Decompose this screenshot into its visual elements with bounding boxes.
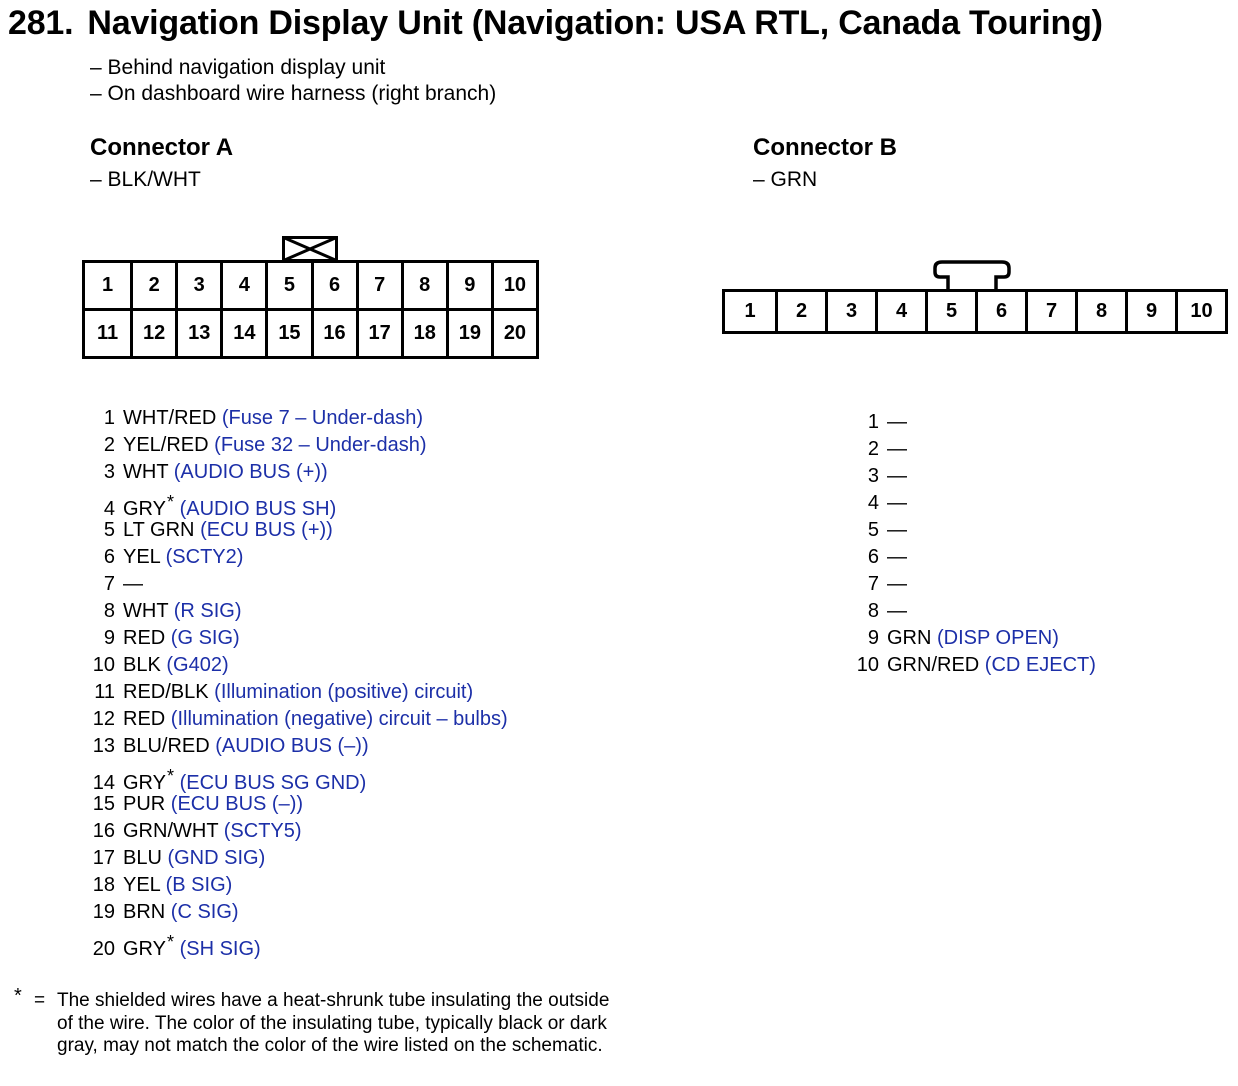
connector_a-pin-row: [88, 845, 265, 872]
connector_b-pin-row: [852, 544, 907, 571]
pin-number: 17: [92, 847, 115, 869]
pin-number: 14: [92, 772, 115, 794]
connector_a-pin-row: [88, 706, 508, 733]
pin-number: 9: [867, 627, 879, 649]
connector-a-cell: 2: [130, 263, 175, 308]
wire-color: GRY: [123, 938, 166, 960]
connector_b-pin-row: [852, 517, 907, 544]
connector-b-cell: 7: [1025, 292, 1075, 331]
wire-color: RED: [123, 708, 166, 730]
connector-a-cell: 8: [401, 263, 446, 308]
connector_a-pin-row: [88, 679, 473, 706]
connector-a-cell: 1: [101, 274, 114, 296]
connector_a-pin-row: [88, 791, 303, 818]
pin-number: 5: [867, 519, 879, 541]
connector_a-pin-row: [88, 763, 367, 794]
connector-a-cell: 18: [401, 311, 446, 356]
connector-a-title: Connector A: [90, 134, 234, 161]
connector-b-cell: 3: [825, 292, 875, 331]
connector-a-cell: 19: [446, 311, 491, 356]
wire-color: —: [887, 465, 907, 487]
connector-b-title: Connector B: [753, 134, 897, 161]
wire-color: GRY: [123, 772, 166, 794]
wire-color: —: [887, 600, 907, 622]
pin-number: 7: [867, 573, 879, 595]
pin-number: 13: [92, 735, 115, 757]
connector-a-cell: 3: [175, 263, 220, 308]
pin-description: (AUDIO BUS SH): [179, 498, 337, 520]
pin-description: (Illumination (positive) circuit): [214, 681, 474, 703]
pin-description: (Fuse 32 – Under-dash): [214, 434, 427, 456]
pin-number: 1: [867, 411, 879, 433]
wire-color: PUR: [123, 793, 166, 815]
pin-number: 10: [92, 654, 115, 676]
connector-b-cell: 10: [1175, 292, 1225, 331]
connector-b-cell: 5: [925, 292, 975, 331]
wire-color: LT GRN: [123, 519, 195, 541]
connector-a-cell: 14: [220, 311, 265, 356]
pin-number: 6: [103, 546, 115, 568]
pin-number: 20: [92, 938, 115, 960]
connector-a-cell: 15: [265, 311, 310, 356]
wire-color: RED: [123, 627, 166, 649]
pin-description: (ECU BUS (–)): [170, 793, 304, 815]
wire-color: —: [887, 492, 907, 514]
pin-number: 4: [103, 498, 115, 520]
shield-star: *: [166, 932, 174, 952]
shield-star: *: [166, 766, 174, 786]
wire-color: BRN: [123, 901, 166, 923]
connector_a-pin-row: [88, 489, 337, 520]
wire-color: BLK: [123, 654, 161, 676]
connector_a-pin-row: [88, 899, 239, 926]
connector-a-cell: 11: [96, 322, 119, 344]
connector_a-pin-row: [88, 459, 328, 486]
connector-a-face: [82, 260, 539, 359]
pin-description: (ECU BUS SG GND): [179, 772, 367, 794]
pin-number: 3: [103, 461, 115, 483]
pin-number: 10: [856, 654, 879, 676]
wire-color: WHT/RED: [123, 407, 217, 429]
wire-color: GRN: [887, 627, 932, 649]
wire-color: GRY: [123, 498, 166, 520]
connector_b-pin-row: [852, 436, 907, 463]
pin-description: (C SIG): [170, 901, 239, 923]
footnote-equals: =: [34, 990, 46, 1011]
connector-b-cell: 9: [1125, 292, 1175, 331]
connector_b-pin-row: [852, 652, 1096, 679]
wire-color: RED/BLK: [123, 681, 209, 703]
wire-color: —: [887, 411, 907, 433]
page-title-text: Navigation Display Unit (Navigation: USA RTL, Canada Touring): [87, 4, 1103, 42]
connector-a-color: – BLK/WHT: [90, 168, 201, 191]
connector_a-pin-row: [88, 598, 242, 625]
pin-description: (B SIG): [165, 874, 233, 896]
connector-b-cell: 6: [975, 292, 1025, 331]
footnote-star: *: [14, 985, 22, 1007]
pin-number: 7: [103, 573, 115, 595]
location-line-2: – On dashboard wire harness (right branch): [90, 82, 497, 105]
pin-number: 16: [92, 820, 115, 842]
connector-a-cell: 4: [220, 263, 265, 308]
wire-color: WHT: [123, 461, 169, 483]
pin-description: (Fuse 7 – Under-dash): [221, 407, 424, 429]
connector-b-cell: 2: [775, 292, 825, 331]
wire-color: YEL: [123, 874, 161, 896]
pin-number: 9: [103, 627, 115, 649]
pin-description: (SCTY5): [223, 820, 302, 842]
pin-description: (G402): [166, 654, 229, 676]
footnote-text: The shielded wires have a heat-shrunk tube insulating the outside of the wire. The color of the insulating tube, typically black or dark gray, may not match the color of the wire listed on the schematic.: [57, 990, 610, 1056]
wire-color: BLU/RED: [123, 735, 210, 757]
pin-description: (CD EJECT): [984, 654, 1096, 676]
connector_b-pin-row: [852, 625, 1059, 652]
connector_b-pin-row: [852, 463, 907, 490]
connector_b-pin-row: [852, 598, 907, 625]
connector_a-pin-row: [88, 432, 426, 459]
wire-color: —: [887, 519, 907, 541]
connector_b-pin-row: [852, 490, 907, 517]
connector-b-face: [722, 289, 1228, 334]
pin-number: 19: [92, 901, 115, 923]
pin-number: 8: [103, 600, 115, 622]
page-title: [8, 4, 1103, 43]
pin-number: 4: [867, 492, 879, 514]
pin-description: (SH SIG): [179, 938, 261, 960]
pin-number: 3: [867, 465, 879, 487]
wire-color: —: [887, 546, 907, 568]
connector_a-pin-row: [88, 818, 302, 845]
pin-description: (Illumination (negative) circuit – bulbs): [170, 708, 508, 730]
connector_a-pin-row: [88, 405, 423, 432]
pin-number: 18: [92, 874, 115, 896]
pin-description: (G SIG): [170, 627, 240, 649]
connector_a-pin-row: [88, 652, 229, 679]
pin-description: (SCTY2): [165, 546, 244, 568]
connector_a-pin-row: [88, 625, 240, 652]
connector_b-pin-row: [852, 571, 907, 598]
connector_a-pin-row: [88, 733, 369, 760]
wire-color: BLU: [123, 847, 162, 869]
connector-a-cell: 10: [491, 263, 536, 308]
pin-description: (AUDIO BUS (+)): [173, 461, 328, 483]
pin-description: (DISP OPEN): [937, 627, 1059, 649]
location-line-1: – Behind navigation display unit: [90, 56, 386, 79]
pin-number: 6: [867, 546, 879, 568]
shield-star: *: [166, 492, 174, 512]
pin-number: 12: [92, 708, 115, 730]
connector-a-cell: 16: [311, 311, 356, 356]
connector_a-pin-row: [88, 872, 232, 899]
connector_a-pin-row: [88, 929, 261, 960]
connector-a-cell: 20: [491, 311, 536, 356]
pin-number: 2: [103, 434, 115, 456]
connector-a-cell: 12: [130, 311, 175, 356]
pin-number: 11: [94, 681, 115, 703]
connector-a-cell: 7: [356, 263, 401, 308]
wire-color: —: [123, 573, 143, 595]
connector_a-pin-row: [88, 517, 333, 544]
connector-a-cell: 13: [175, 311, 220, 356]
pin-number: 8: [867, 600, 879, 622]
wire-color: —: [887, 573, 907, 595]
wire-color: GRN/RED: [887, 654, 980, 676]
pin-description: (AUDIO BUS (–)): [215, 735, 369, 757]
wire-color: WHT: [123, 600, 169, 622]
connector-b-cell: 8: [1075, 292, 1125, 331]
wire-color: YEL/RED: [123, 434, 209, 456]
connector-b-cell: 4: [875, 292, 925, 331]
pin-number: 2: [867, 438, 879, 460]
pin-description: (ECU BUS (+)): [200, 519, 333, 541]
connector-b-cell: 1: [744, 300, 756, 322]
connector-b-color: – GRN: [753, 168, 818, 191]
connector-a-cell: 9: [446, 263, 491, 308]
pin-number: 5: [103, 519, 115, 541]
pin-description: (R SIG): [173, 600, 242, 622]
pin-number: 1: [103, 407, 115, 429]
pin-number: 15: [92, 793, 115, 815]
connector-a-cell: 17: [356, 311, 401, 356]
connector-a-cell: 5: [265, 263, 310, 308]
page-number: 281.: [8, 4, 74, 42]
connector_a-pin-row: [88, 544, 243, 571]
wire-color: YEL: [123, 546, 161, 568]
wire-color: GRN/WHT: [123, 820, 219, 842]
pin-description: (GND SIG): [167, 847, 266, 869]
wire-color: —: [887, 438, 907, 460]
connector_a-pin-row: [88, 571, 143, 598]
connector_b-pin-row: [852, 409, 907, 436]
connector-a-cell: 6: [311, 263, 356, 308]
